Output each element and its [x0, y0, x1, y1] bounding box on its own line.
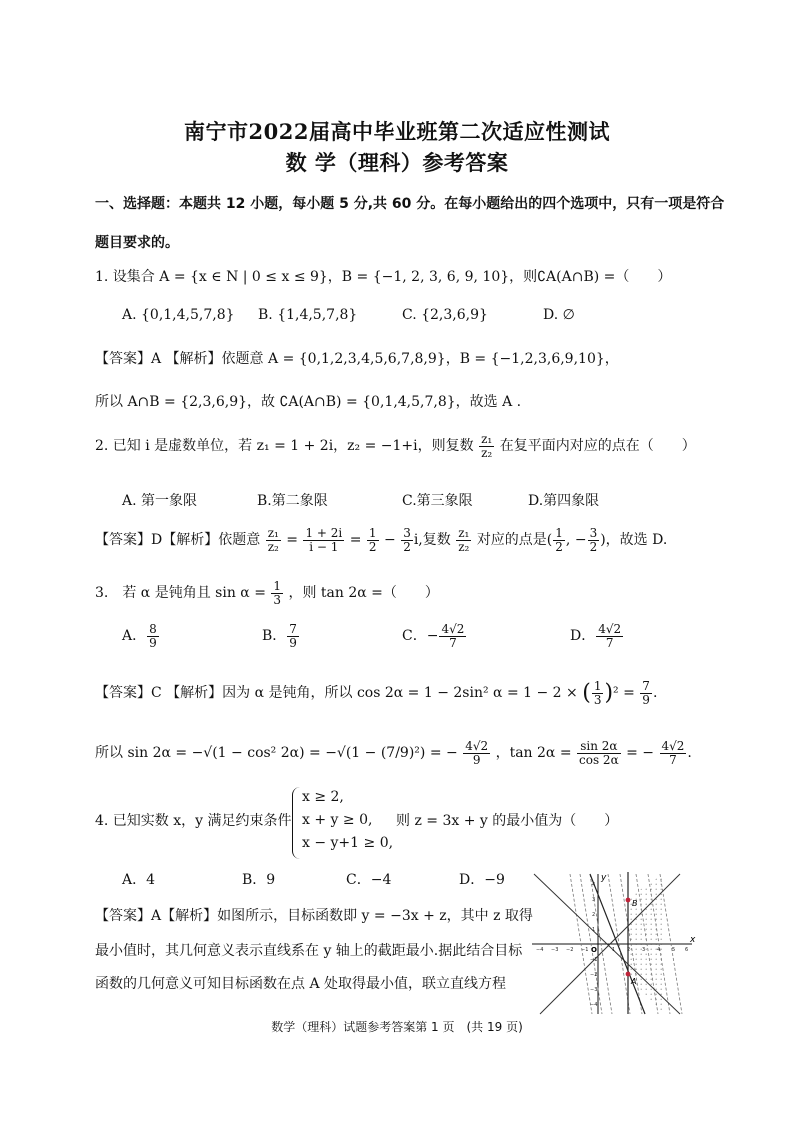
x-tick: −3	[551, 947, 559, 953]
q2-option-d: D.第四象限	[528, 493, 600, 509]
x-axis-label: x	[690, 935, 696, 945]
q1-stem: 1. 设集合 A = {x ∈ N | 0 ≤ x ≤ 9}，B = {−1, 2, 3, 6, 9, 10}，则∁A(A∩B) =（ ）	[95, 269, 672, 285]
x-tick: 3	[642, 947, 646, 953]
x-tick: 6	[685, 947, 689, 953]
y-tick: −3	[590, 987, 598, 993]
q4-stem-a: 4. 已知实数 x，y 满足约束条件	[95, 813, 292, 829]
doc-title-line2: 数 学（理科）参考答案	[285, 150, 509, 175]
y-tick: −1	[590, 957, 598, 963]
y-axis-label: y	[601, 873, 607, 883]
q3-stem: 3. 若 α 是钝角且 sin α = $\frac{1}{3}$ ，则 tan 2α =（ ）	[95, 579, 439, 607]
point-b-label: B	[632, 899, 638, 908]
section1-line1: 一、选择题：本题共 12 小题，每小题 5 分,共 60 分。在每小题给出的四个选项中，只有一项是符合	[95, 196, 725, 212]
page-footer: 数学（理科）试题参考答案第 1 页 (共 19 页)	[271, 1020, 523, 1034]
q1-option-b: B. {1,4,5,7,8}	[258, 307, 358, 323]
q1-option-c: C. {2,3,6,9}	[402, 307, 488, 323]
q3-answer-line1: 【答案】C 【解析】因为 α 是钝角，所以 cos 2α = 1 − 2sin² α = 1 − 2 × ( $\frac{1}{3}$ )² = $\frac{7}{9}$ .	[95, 679, 658, 707]
y-tick: 4	[592, 882, 596, 888]
q2-stem-fraction: $\frac{\text{z₁}}{\text{z₂}}$	[481, 432, 493, 460]
q3-option-c: C．− $\frac{4√2}{7}$	[402, 622, 465, 650]
y-tick: 3	[592, 897, 596, 903]
q2-option-b: B.第二象限	[257, 493, 328, 509]
q3-option-d: D． $\frac{4√2}{7}$	[570, 622, 622, 650]
q1-answer-line1: 【答案】A 【解析】依题意 A = {0,1,2,3,4,5,6,7,8,9}，B = {−1,2,3,6,9,10}，	[95, 351, 619, 367]
q1-answer-line2: 所以 A∩B = {2,3,6,9}，故 ∁A(A∩B) = {0,1,4,5,7,8}，故选 A .	[95, 394, 522, 410]
q4-system-row1: x ≥ 2,	[302, 789, 344, 805]
section1-line2: 题目要求的。	[95, 235, 179, 251]
q4-answer-line2: 最小值时，其几何意义表示直线系在 y 轴上的截距最小.据此结合目标	[95, 943, 523, 959]
q2-option-c: C.第三象限	[402, 493, 473, 509]
x-tick: 1	[612, 947, 616, 953]
q2-stem-b: 在复平面内对应的点在（ ）	[499, 438, 696, 455]
q4-answer-line3: 函数的几何意义可知目标函数在点 A 处取得最小值，联立直线方程	[95, 976, 507, 992]
q3-option-b: B． $\frac{7}{9}$	[262, 622, 297, 650]
q2-option-a: A. 第一象限	[122, 493, 198, 509]
origin-label: O	[591, 946, 597, 954]
q4-system-row3: x − y+1 ≥ 0,	[302, 835, 394, 851]
q4-option-a: A．4	[122, 872, 156, 888]
x-tick: −4	[536, 947, 544, 953]
q2-answer: 【答案】D【解析】依题意 $\frac{\text{z₁}}{\text{z₂}}$ = $\frac{1 + 2i}{i - 1}$ = $\frac{1}{2}$ − $\frac{3}{2}$ i,复数 $\frac{\text{z₁}}{\text{z₂}}$ 对应的点是( $\frac{1}{2}$ , − $\frac{3}{2}$ )，故选 D.	[95, 526, 668, 554]
q3-option-a: A． $\frac{8}{9}$	[122, 622, 157, 650]
x-tick: 4	[657, 947, 661, 953]
q4-option-c: C．−4	[346, 872, 392, 888]
x-tick: −1	[581, 947, 589, 953]
q4-system-row2: x + y ≥ 0,	[302, 812, 373, 828]
q4-answer-line1: 【答案】A【解析】如图所示，目标函数即 y = −3x + z，其中 z 取得	[95, 908, 533, 924]
y-tick: 2	[592, 912, 596, 918]
doc-title-line1: 南宁市2022届高中毕业班第二次适应性测试	[184, 119, 610, 144]
point-a-marker	[626, 972, 631, 977]
y-tick: −2	[590, 972, 598, 978]
y-tick: −4	[590, 1002, 598, 1008]
point-a-label: A	[631, 977, 637, 986]
q1-option-a: A. {0,1,4,5,7,8}	[122, 307, 235, 323]
x-tick: 2	[627, 947, 631, 953]
feasible-region-graph	[530, 868, 700, 1016]
point-b-marker	[626, 898, 631, 903]
q3-answer-line2: 所以 sin 2α = −√(1 − cos² 2α) = −√(1 − (7/9)²) = − $\frac{4√2}{9}$ ，tan 2α = $\frac{\sin 2\alpha}{\cos 2\alpha}$ = − $\frac{4√2}{7}$ .	[95, 739, 692, 767]
q1-option-d: D. ∅	[543, 307, 575, 323]
q4-stem-b: 则 z = 3x + y 的最小值为（ ）	[396, 813, 619, 829]
q2-stem-a: 2. 已知 i 是虚数单位，若 z₁ = 1 + 2i，z₂ = −1+i，则复数	[95, 438, 474, 455]
q4-option-b: B．9	[242, 872, 276, 888]
q2-stem	[95, 433, 696, 459]
x-tick: 5	[672, 947, 676, 953]
q4-option-d: D．−9	[459, 872, 505, 888]
x-tick: −2	[566, 947, 574, 953]
y-tick: 1	[592, 927, 596, 933]
